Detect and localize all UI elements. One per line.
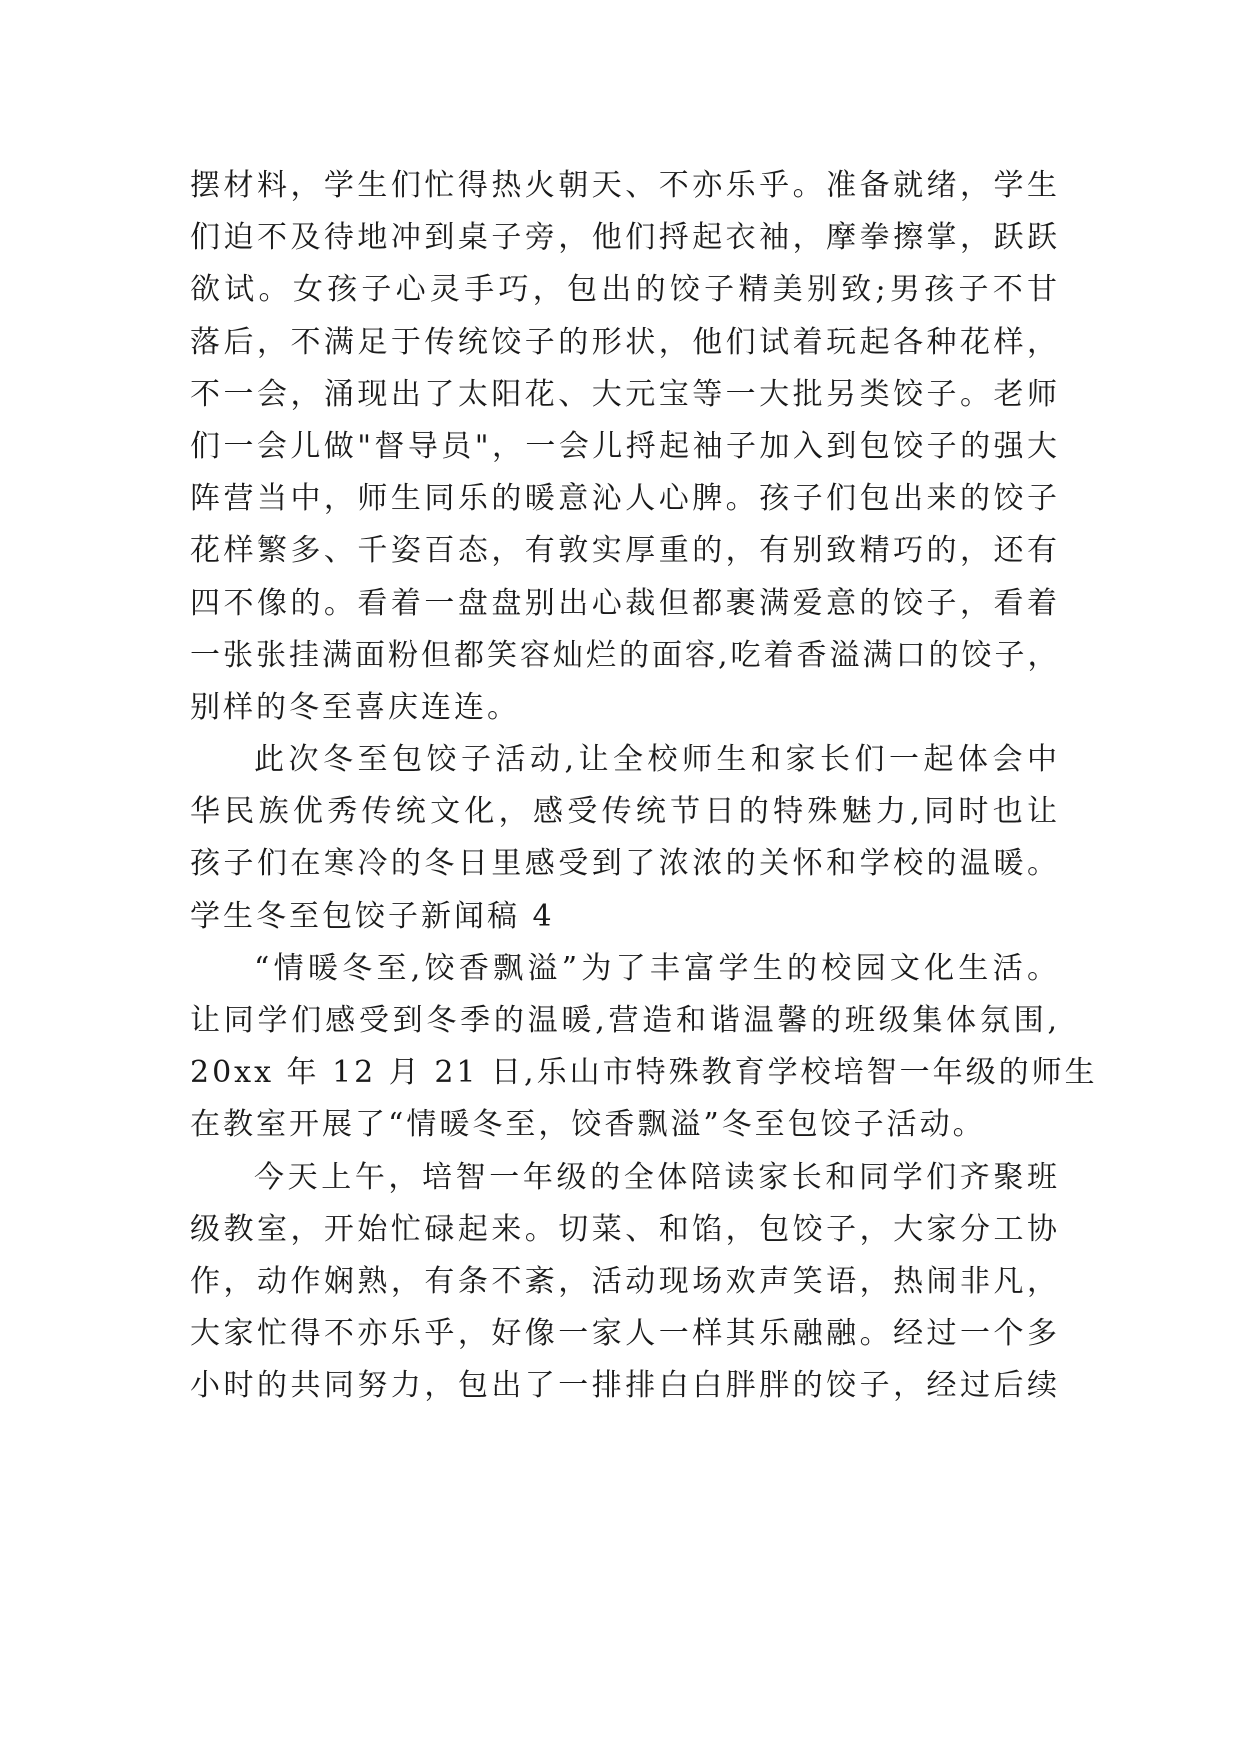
- section-heading: 学生冬至包饺子新闻稿 4: [190, 898, 555, 934]
- document-body: [190, 160, 1098, 1413]
- text-line-8: 花样繁多、千姿百态，有敦实厚重的，有别致精巧的，还有: [190, 533, 1060, 569]
- text-line-7: 阵营当中，师生同乐的暖意沁人心脾。孩子们包出来的饺子: [190, 481, 1060, 517]
- text-line-20: 今天上午，培智一年级的全体陪读家长和同学们齐聚班: [254, 1159, 1060, 1195]
- text-line-18: 20xx 年 12 月 21 日,乐山市特殊教育学校培智一年级的师生: [190, 1055, 1098, 1091]
- text-line-14: 孩子们在寒冷的冬日里感受到了浓浓的关怀和学校的温暖。: [190, 846, 1060, 882]
- text-line-22: 作，动作娴熟，有条不紊，活动现场欢声笑语，热闹非凡，: [190, 1263, 1060, 1299]
- text-line-10: 一张张挂满面粉但都笑容灿烂的面容,吃着香溢满口的饺子，: [190, 637, 1061, 673]
- text-line-3: 欲试。女孩子心灵手巧，包出的饺子精美别致;男孩子不甘: [190, 272, 1060, 308]
- text-line-11: 别样的冬至喜庆连连。: [190, 689, 520, 725]
- text-line-4: 落后，不满足于传统饺子的形状，他们试着玩起各种花样，: [190, 324, 1060, 360]
- text-line-23: 大家忙得不亦乐乎，好像一家人一样其乐融融。经过一个多: [190, 1316, 1060, 1352]
- text-line-9: 四不像的。看着一盘盘别出心裁但都裹满爱意的饺子，看着: [190, 585, 1060, 621]
- text-line-21: 级教室，开始忙碌起来。切菜、和馅，包饺子，大家分工协: [190, 1211, 1060, 1247]
- text-line-12: 此次冬至包饺子活动,让全校师生和家长们一起体会中: [254, 742, 1060, 778]
- text-line-5: 不一会，涌现出了太阳花、大元宝等一大批另类饺子。老师: [190, 376, 1060, 412]
- text-line-1: 摆材料，学生们忙得热火朝天、不亦乐乎。准备就绪，学生: [190, 168, 1060, 203]
- text-line-16: “情暖冬至,饺香飘溢”为了丰富学生的校园文化生活。: [254, 950, 1060, 986]
- text-line-2: 们迫不及待地冲到桌子旁，他们捋起衣袖，摩拳擦掌，跃跃: [190, 220, 1060, 256]
- text-line-13: 华民族优秀传统文化，感受传统节日的特殊魅力,同时也让: [190, 794, 1060, 830]
- text-line-19: 在教室开展了“情暖冬至，饺香飘溢”冬至包饺子活动。: [190, 1107, 986, 1143]
- text-line-6: 们一会儿做"督导员"，一会儿捋起袖子加入到包饺子的强大: [190, 428, 1060, 464]
- text-line-24: 小时的共同努力，包出了一排排白白胖胖的饺子，经过后续: [190, 1368, 1060, 1404]
- text-line-17: 让同学们感受到冬季的温暖,营造和谐温馨的班级集体氛围,: [190, 1003, 1060, 1038]
